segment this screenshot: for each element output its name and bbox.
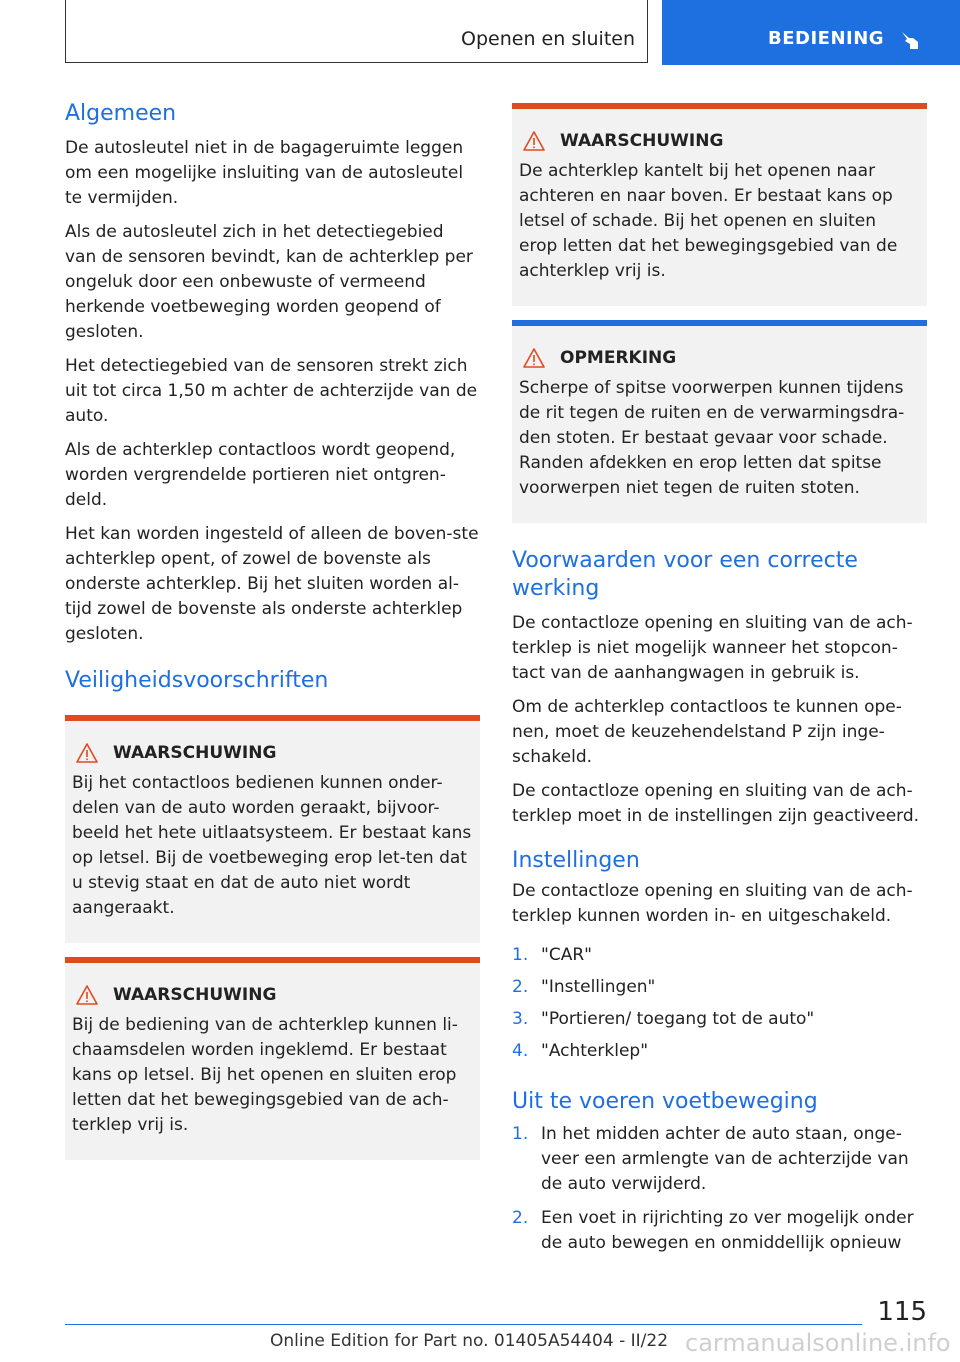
warning-box [512, 103, 927, 306]
warning-label: WAARSCHUWING [560, 131, 724, 151]
warning-triangle-icon [523, 131, 545, 151]
paragraph: De contactloze opening en sluiting van de ach-terklep kunnen worden in- en uitgeschakeld. [512, 881, 913, 926]
chapter-tab-label: BEDIENING [768, 28, 885, 49]
section-title-instellingen: Instellingen [512, 848, 640, 873]
warning-text: Bij de bediening van de achterklep kunnen li-chaamsdelen worden ingeklemd. Er bestaat kans op letsel. Bij het openen en sluiten erop letten dat het bewegingsgebied van de ach-terklep vrij is. [72, 1015, 458, 1135]
list-item: 1. In het midden achter de auto staan, onge-veer een armlengte van de achterzijde van de auto verwijderd. [512, 1124, 909, 1194]
warning-header [72, 743, 472, 763]
list-item: 2. Een voet in rijrichting zo ver mogelijk onder de auto bewegen en onmiddellijk opnieuw [512, 1208, 914, 1253]
warning-box [65, 957, 480, 1160]
list-item: 2. "Instellingen" [512, 977, 656, 997]
warning-text: Bij het contactloos bedienen kunnen onder-delen van de auto worden geraakt, bijvoor-beeld het hete uitlaatsysteem. Er bestaat kans op letsel. Bij de voetbeweging erop let-ten dat u stevig staat en dat de auto niet wordt aangeraakt. [72, 773, 472, 918]
warning-text: De achterklep kantelt bij het openen naar achteren en naar boven. Er bestaat kans op letsel of schade. Bij het openen en sluiten erop letten dat het bewegingsgebied van de achterklep vrij is. [519, 161, 898, 281]
note-box [512, 320, 927, 523]
section-title-algemeen: Algemeen [65, 101, 177, 126]
paragraph: Om de achterklep contactloos te kunnen ope-nen, moet de keuzehendelstand P zijn inge-schakeld. [512, 697, 902, 767]
warning-header [72, 985, 472, 1005]
footer-divider [65, 1324, 862, 1325]
warning-triangle-icon [76, 985, 98, 1005]
list-item: 4. "Achterklep" [512, 1041, 649, 1061]
warning-box [65, 715, 480, 943]
section-title-veiligheid: Veiligheidsvoorschriften [65, 668, 329, 693]
section-title-voetbeweging: Uit te voeren voetbeweging [512, 1089, 818, 1114]
chapter-tab [662, 0, 960, 65]
watermark: carmanualsonline.info [685, 1329, 951, 1357]
list-item: 3. "Portieren/ toegang tot de auto" [512, 1009, 815, 1029]
paragraph: De autosleutel niet in de bagageruimte leggen om een mogelijke insluiting van de autosleutel te vermijden. [65, 138, 464, 208]
warning-label: WAARSCHUWING [113, 985, 277, 1005]
paragraph: Als de achterklep contactloos wordt geopend, worden vergrendelde portieren niet ontgren-deld. [65, 440, 456, 510]
paragraph: Het kan worden ingesteld of alleen de boven-ste achterklep opent, of zowel de bovenste als onderste achterklep. Bij het sluiten worden al-tijd zowel de bovenste als onderste achterklep gesloten. [65, 524, 479, 644]
note-header [519, 348, 919, 368]
list-item: 1. "CAR" [512, 945, 592, 965]
footer-edition: Online Edition for Part no. 01405A54404 - II/22 [270, 1331, 669, 1351]
paragraph: De contactloze opening en sluiting van de ach-terklep is niet mogelijk wanneer het stopcon-tact van de aanhangwagen in gebruik is. [512, 613, 913, 683]
warning-header [519, 131, 919, 151]
paragraph: De contactloze opening en sluiting van de ach-terklep moet in de instellingen zijn geactiveerd. [512, 781, 920, 826]
foot-motion-steps-list [512, 1122, 927, 1256]
page-section-title: Openen en sluiten [461, 28, 635, 50]
left-column [65, 100, 480, 1160]
section-title-voorwaarden: Voorwaarden voor een correcte werking [512, 548, 858, 601]
settings-steps-list [512, 943, 927, 1064]
warning-label: WAARSCHUWING [113, 743, 277, 763]
page-number: 115 [877, 1297, 927, 1327]
right-column [512, 103, 927, 1256]
warning-triangle-icon [76, 743, 98, 763]
note-text: Scherpe of spitse voorwerpen kunnen tijdens de rit tegen de ruiten en de verwarmingsdra-den stoten. Er bestaat gevaar voor schade. Randen afdekken en erop letten dat spitse voorwerpen niet tegen de ruiten stoten. [519, 378, 905, 498]
warning-triangle-icon [523, 348, 545, 368]
note-label: OPMERKING [560, 348, 677, 368]
paragraph: Het detectiegebied van de sensoren strekt zich uit tot circa 1,50 m achter de achterzijde van de auto. [65, 356, 478, 426]
paragraph: Als de autosleutel zich in het detectiegebied van de sensoren bevindt, kan de achterklep per ongeluk door een onbewuste of vermeend herkende voetbeweging worden geopend of gesloten. [65, 222, 473, 342]
pointing-hand-icon [898, 29, 920, 51]
